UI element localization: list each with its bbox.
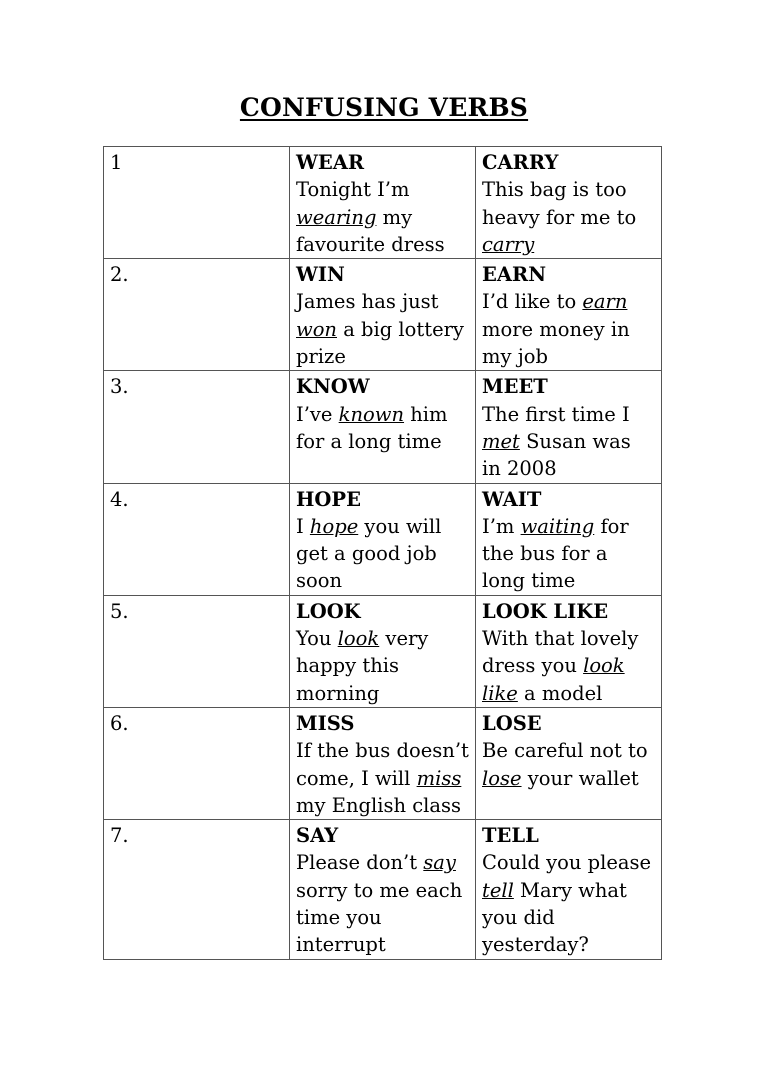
verb-heading: WAIT xyxy=(482,487,542,511)
verb-heading: TELL xyxy=(482,824,539,848)
row-number: 2. xyxy=(104,259,290,371)
verb-cell xyxy=(290,371,476,483)
example-sentence: Please don’t say sorry to me each time you interrupt xyxy=(296,851,463,957)
highlighted-verb: earn xyxy=(582,290,628,314)
verb-heading: SAY xyxy=(296,824,339,848)
verb-heading: LOOK xyxy=(296,599,361,623)
highlighted-verb: miss xyxy=(416,766,462,790)
table-row xyxy=(104,707,662,819)
verb-heading: WIN xyxy=(296,263,345,287)
example-sentence: Tonight I’m wearing my favourite dress xyxy=(296,178,445,256)
table-row xyxy=(104,147,662,259)
highlighted-verb: wearing xyxy=(296,205,377,229)
verb-heading: WEAR xyxy=(296,151,365,174)
verb-cell xyxy=(290,820,476,959)
row-number: 6. xyxy=(104,707,290,819)
verb-heading: HOPE xyxy=(296,487,361,511)
example-sentence: You look very happy this morning xyxy=(296,627,429,705)
verb-heading: EARN xyxy=(482,263,547,287)
verb-heading: MEET xyxy=(482,375,548,399)
verb-cell xyxy=(476,259,662,371)
highlighted-verb: look xyxy=(337,627,380,651)
example-sentence: Could you please tell Mary what you did yesterday? xyxy=(482,851,652,957)
example-sentence: I’m waiting for the bus for a long time xyxy=(482,514,629,593)
row-number: 3. xyxy=(104,371,290,483)
verb-cell xyxy=(476,707,662,819)
verb-cell xyxy=(290,259,476,371)
highlighted-verb: hope xyxy=(309,514,359,538)
verb-cell xyxy=(290,483,476,595)
table-row xyxy=(104,595,662,707)
verb-cell xyxy=(290,707,476,819)
example-sentence: I hope you will get a good job soon xyxy=(296,514,442,593)
verb-cell xyxy=(476,483,662,595)
verb-cell xyxy=(290,595,476,707)
page-title: CONFUSING VERBS xyxy=(239,93,529,122)
row-number: 4. xyxy=(104,483,290,595)
row-number: 1 xyxy=(104,147,290,259)
verb-cell xyxy=(290,147,476,259)
verb-cell xyxy=(476,595,662,707)
verb-heading: LOSE xyxy=(482,711,542,735)
verb-cell xyxy=(476,371,662,483)
row-number: 7. xyxy=(104,820,290,959)
highlighted-verb: carry xyxy=(482,232,535,256)
example-sentence: If the bus doesn’t come, I will miss my English class xyxy=(296,739,469,817)
verb-heading: CARRY xyxy=(482,151,559,174)
highlighted-verb: met xyxy=(482,429,520,453)
highlighted-verb: waiting xyxy=(520,514,595,538)
table-row xyxy=(104,371,662,483)
example-sentence: I’d like to earn more money in my job xyxy=(482,290,630,369)
table-row xyxy=(104,483,662,595)
example-sentence: James has just won a big lottery prize xyxy=(296,290,464,369)
example-sentence: The first time I met Susan was in 2008 xyxy=(482,402,631,481)
verb-cell xyxy=(476,820,662,959)
highlighted-verb: lose xyxy=(482,766,522,790)
table-row xyxy=(104,259,662,371)
verb-heading: MISS xyxy=(296,711,355,735)
highlighted-verb: tell xyxy=(482,878,514,902)
example-sentence: This bag is too heavy for me to carry xyxy=(482,178,637,256)
verb-heading: LOOK LIKE xyxy=(482,599,609,623)
verb-cell xyxy=(476,147,662,259)
highlighted-verb: won xyxy=(296,317,337,341)
highlighted-verb: say xyxy=(423,851,456,875)
highlighted-verb: look like xyxy=(482,654,625,705)
example-sentence: I’ve known him for a long time xyxy=(296,402,448,453)
example-sentence: With that lovely dress you look like a model xyxy=(482,627,639,705)
table-row xyxy=(104,820,662,959)
row-number: 5. xyxy=(104,595,290,707)
example-sentence: Be careful not to lose your wallet xyxy=(482,739,648,790)
highlighted-verb: known xyxy=(338,402,405,426)
verb-heading: KNOW xyxy=(296,375,370,399)
verbs-table xyxy=(103,146,662,960)
